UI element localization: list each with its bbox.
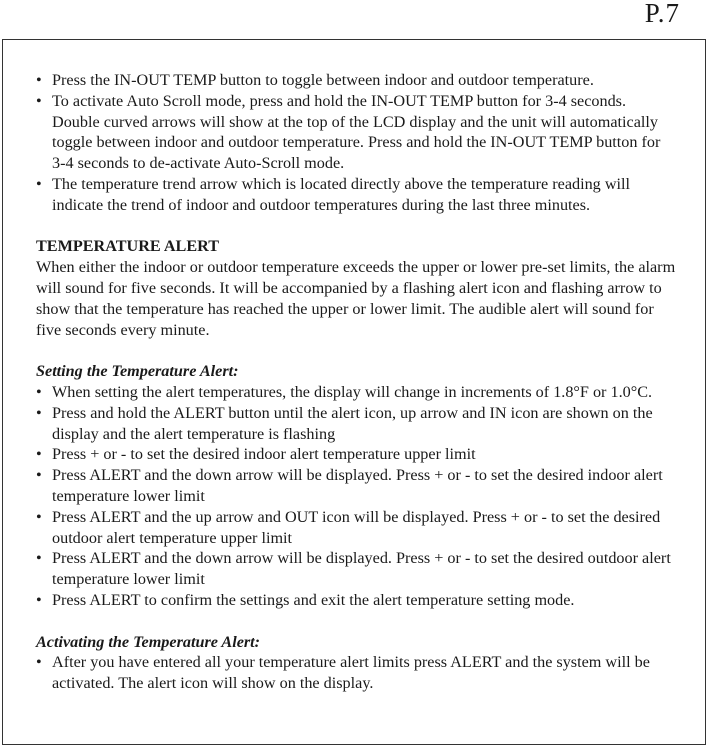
temperature-alert-heading: TEMPERATURE ALERT <box>36 237 220 256</box>
setting-bullet-list <box>36 382 676 611</box>
activating-bullet-list <box>36 652 676 694</box>
intro-bullet-list <box>36 70 676 216</box>
temperature-alert-body: When either the indoor or outdoor temperature exceeds the upper or lower pre-set limits, the alarm will sound for five seconds. It will be accompanied by a flashing alert icon and flashing arrow to show that the temperature has reached the upper or lower limit. The audible alert will sound for five seconds every minute. <box>36 258 676 339</box>
list-item: • The temperature trend arrow which is located directly above the temperature reading will indicate the trend of indoor and outdoor temperatures during the last three minutes. <box>36 174 676 216</box>
list-item: • Press and hold the ALERT button until the alert icon, up arrow and IN icon are shown on the display and the alert temperature is flashing <box>36 403 676 445</box>
activating-alert-heading: Activating the Temperature Alert: <box>36 632 261 651</box>
list-item: • Press the IN-OUT TEMP button to toggle between indoor and outdoor temperature. <box>36 70 676 91</box>
list-item: • After you have entered all your temperature alert limits press ALERT and the system will be activated. The alert icon will show on the display. <box>36 652 676 694</box>
list-item: • To activate Auto Scroll mode, press and hold the IN-OUT TEMP button for 3-4 seconds. Double curved arrows will show at the top of the LCD display and the unit will automatically toggle between indoor and outdoor temperature. Press and hold the IN-OUT TEMP button for 3-4 seconds to de-activate Auto-Scroll mode. <box>36 91 676 174</box>
list-item: • When setting the alert temperatures, the display will change in increments of 1.8°F or 1.0°C. <box>36 382 676 403</box>
page-number: P.7 <box>644 0 680 28</box>
list-item: • Press ALERT and the down arrow will be displayed. Press + or - to set the desired outdoor alert temperature lower limit <box>36 548 676 590</box>
instructions-content <box>36 70 676 694</box>
setting-alert-heading: Setting the Temperature Alert: <box>36 362 239 381</box>
list-item: • Press ALERT and the up arrow and OUT icon will be displayed. Press + or - to set the desired outdoor alert temperature upper limit <box>36 507 676 549</box>
list-item: • Press + or - to set the desired indoor alert temperature upper limit <box>36 444 676 465</box>
list-item: • Press ALERT and the down arrow will be displayed. Press + or - to set the desired indoor alert temperature lower limit <box>36 465 676 507</box>
list-item: • Press ALERT to confirm the settings and exit the alert temperature setting mode. <box>36 590 676 611</box>
